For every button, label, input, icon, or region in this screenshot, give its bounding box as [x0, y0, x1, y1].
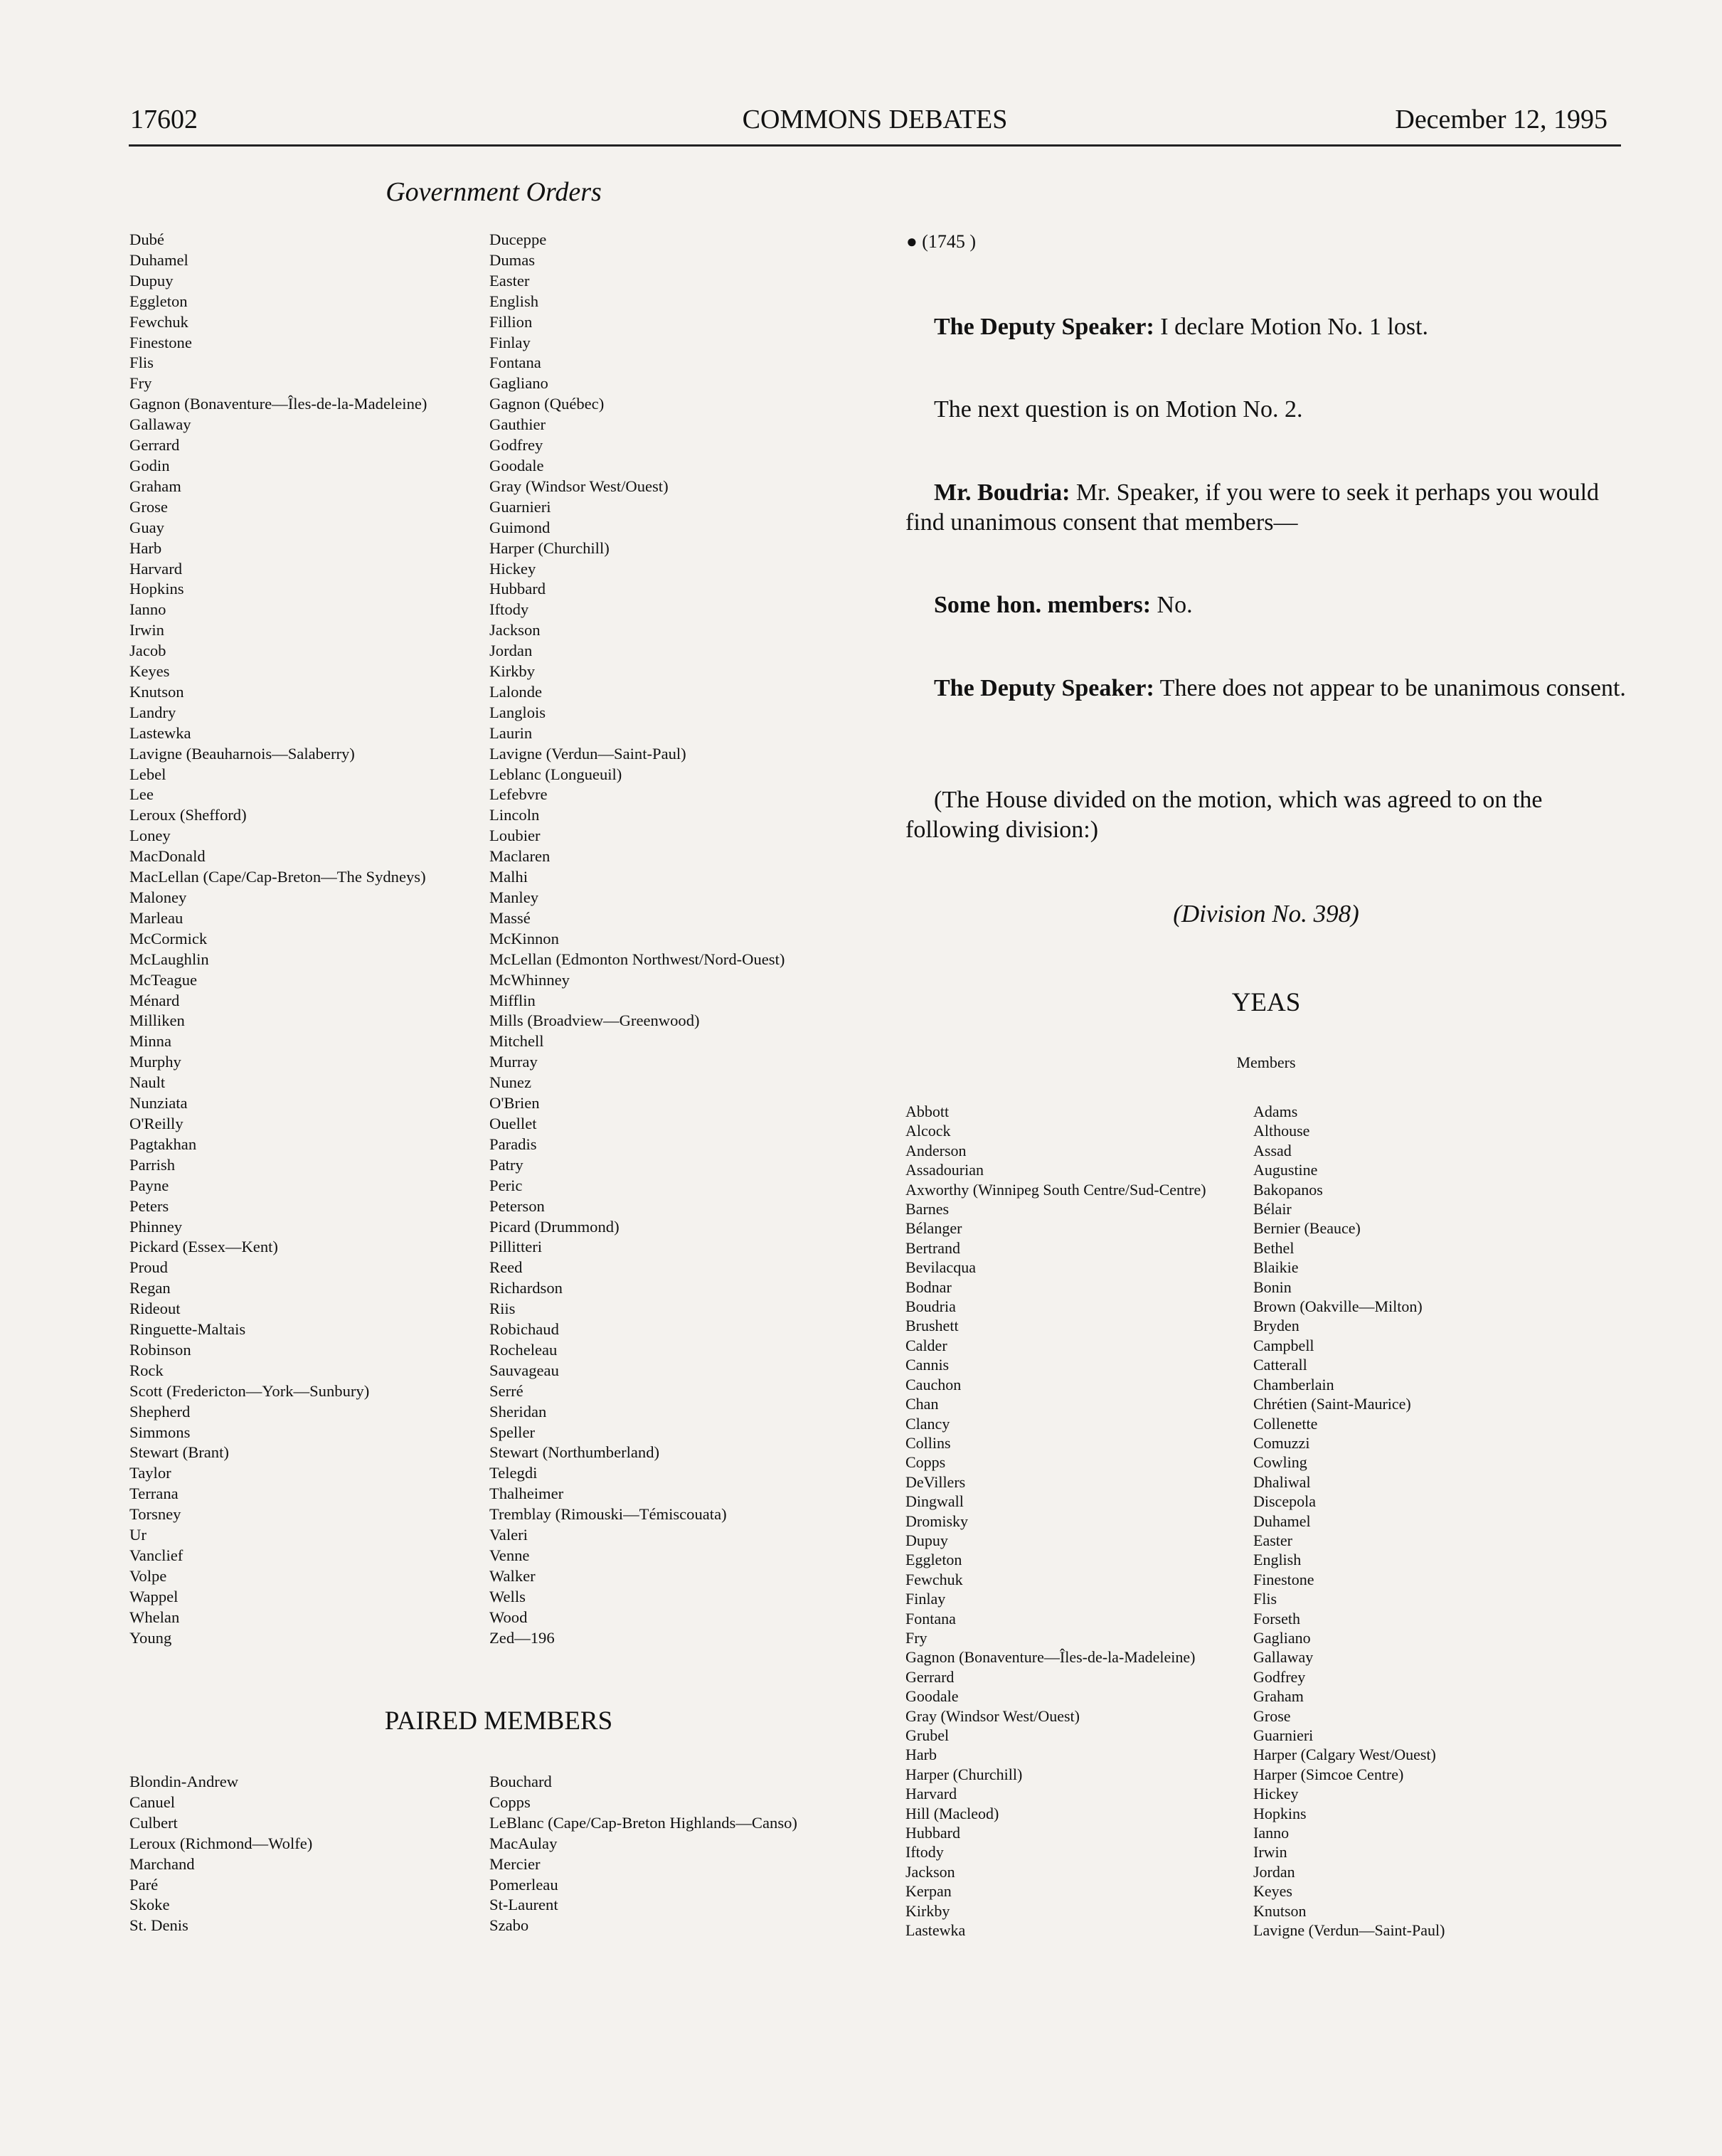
member-name: Serré — [489, 1381, 523, 1400]
member-name: Lastewka — [905, 1921, 966, 1940]
member-name: McLaughlin — [129, 950, 209, 968]
member-name: Copps — [489, 1793, 531, 1811]
member-name: Gagliano — [1253, 1628, 1311, 1647]
member-name: Fry — [905, 1628, 928, 1647]
member-name: Riis — [489, 1300, 516, 1318]
yeas-heading: YEAS — [1231, 988, 1301, 1017]
member-name: MacLellan (Cape/Cap-Breton—The Sydneys) — [129, 868, 426, 886]
member-name: Rock — [129, 1361, 164, 1379]
member-name: Dumas — [489, 250, 536, 269]
statement-text: There does not appear to be unanimous consent. — [1154, 675, 1626, 701]
member-name: Proud — [129, 1258, 168, 1277]
publication-title: COMMONS DEBATES — [742, 105, 1008, 134]
previous-division-column-1 — [129, 230, 427, 1649]
member-name: Blondin-Andrew — [129, 1773, 239, 1790]
statement-text: (The House divided on the motion, which was agreed to on the following division:) — [905, 787, 1543, 843]
member-name: Ianno — [1253, 1824, 1290, 1842]
member-name: Laurin — [489, 723, 533, 742]
member-name: Duceppe — [489, 230, 547, 248]
member-name: Knutson — [129, 682, 184, 701]
member-name: Guay — [129, 518, 164, 536]
member-name: Axworthy (Winnipeg South Centre/Sud-Centre) — [905, 1180, 1206, 1199]
member-name: Chrétien (Saint-Maurice) — [1253, 1395, 1411, 1413]
member-name: Phinney — [129, 1217, 183, 1236]
member-name: Gerrard — [129, 436, 180, 455]
member-name: Gauthier — [489, 415, 546, 434]
member-name: Leroux (Richmond—Wolfe) — [129, 1834, 313, 1852]
member-name: Pickard (Essex—Kent) — [129, 1238, 278, 1256]
member-name: Chamberlain — [1253, 1375, 1334, 1393]
speaker-name: The Deputy Speaker: — [934, 314, 1154, 340]
member-name: Ur — [129, 1526, 147, 1544]
member-name: Easter — [1253, 1531, 1292, 1549]
member-name: Bouchard — [489, 1773, 552, 1790]
member-name: Sheridan — [489, 1402, 547, 1420]
member-name: Picard (Drummond) — [489, 1217, 620, 1236]
member-name: Bethel — [1253, 1238, 1295, 1257]
member-name: Chan — [905, 1395, 939, 1413]
member-name: Marleau — [129, 908, 184, 927]
member-name: McCormick — [129, 929, 208, 947]
paired-members-column-2 — [489, 1772, 797, 1936]
member-name: English — [1253, 1551, 1302, 1569]
member-name: Thalheimer — [489, 1485, 564, 1503]
member-name: Loubier — [489, 827, 541, 845]
member-name: Speller — [489, 1423, 535, 1441]
member-name: Murphy — [129, 1053, 181, 1071]
member-name: Finestone — [129, 333, 192, 351]
member-name: Payne — [129, 1176, 169, 1194]
member-name: Shepherd — [129, 1402, 191, 1420]
member-name: Guarnieri — [489, 497, 551, 516]
member-name: St-Laurent — [489, 1896, 558, 1914]
member-name: Comuzzi — [1253, 1433, 1310, 1452]
member-name: Guarnieri — [1253, 1726, 1314, 1744]
yeas-column-1 — [905, 1102, 1206, 1940]
member-name: Mills (Broadview—Greenwood) — [489, 1011, 700, 1030]
paired-members-column-1 — [129, 1772, 312, 1936]
previous-division-column-2 — [489, 230, 785, 1649]
member-name: Canuel — [129, 1793, 175, 1811]
division-number: (Division No. 398) — [1173, 900, 1359, 928]
member-name: Venne — [489, 1546, 530, 1564]
member-name: Taylor — [129, 1464, 171, 1482]
member-name: Robinson — [129, 1340, 191, 1359]
member-name: Scott (Fredericton—York—Sunbury) — [129, 1381, 370, 1400]
member-name: Forseth — [1253, 1609, 1300, 1627]
member-name: Gagnon (Québec) — [489, 395, 605, 413]
member-name: Boudria — [905, 1297, 956, 1316]
member-name: Kirkby — [489, 662, 536, 681]
member-name: Calder — [905, 1336, 947, 1354]
member-name: Marchand — [129, 1854, 195, 1873]
member-name: Reed — [489, 1258, 523, 1277]
member-name: Dupuy — [905, 1531, 948, 1549]
member-name: Loney — [129, 827, 171, 845]
speaker-name: The Deputy Speaker: — [934, 675, 1154, 701]
member-name: Minna — [129, 1032, 171, 1051]
section-title: Government Orders — [386, 177, 602, 207]
member-name: Augustine — [1253, 1161, 1318, 1179]
member-name: Grose — [129, 497, 168, 516]
member-name: Gray (Windsor West/Ouest) — [489, 477, 669, 495]
member-name: Clancy — [905, 1414, 950, 1433]
member-name: LeBlanc (Cape/Cap-Breton Highlands—Canso) — [489, 1813, 797, 1832]
page-date: December 12, 1995 — [1395, 105, 1607, 134]
member-name: Althouse — [1253, 1122, 1310, 1140]
member-name: Jordan — [489, 642, 533, 660]
member-name: Mitchell — [489, 1032, 544, 1051]
member-name: Dubé — [129, 230, 164, 248]
member-name: Lavigne (Verdun—Saint-Paul) — [489, 744, 686, 763]
member-name: Dupuy — [129, 271, 174, 290]
member-name: Langlois — [489, 703, 546, 721]
member-name: Kirkby — [905, 1901, 950, 1920]
member-name: Irwin — [1253, 1843, 1287, 1862]
member-name: Gagnon (Bonaventure—Îles-de-la-Madeleine) — [905, 1648, 1196, 1667]
member-name: Hill (Macleod) — [905, 1804, 999, 1822]
member-name: Lavigne (Beauharnois—Salaberry) — [129, 744, 355, 763]
member-name: Anderson — [905, 1141, 967, 1159]
member-name: Ianno — [129, 600, 166, 619]
member-name: Fewchuk — [129, 312, 188, 331]
member-name: Walker — [489, 1566, 536, 1585]
member-name: Keyes — [129, 662, 170, 681]
member-name: Lincoln — [489, 806, 540, 824]
member-name: Copps — [905, 1453, 946, 1472]
member-name: Murray — [489, 1053, 538, 1071]
member-name: MacDonald — [129, 847, 206, 866]
member-name: Stewart (Brant) — [129, 1443, 229, 1462]
member-name: Finlay — [905, 1590, 946, 1608]
member-name: Lalonde — [489, 682, 543, 701]
member-name: Jackson — [489, 621, 541, 639]
member-name: Tremblay (Rimouski—Témiscouata) — [489, 1505, 727, 1524]
member-name: Grubel — [905, 1726, 950, 1744]
member-name: Volpe — [129, 1566, 167, 1585]
member-name: Lastewka — [129, 723, 191, 742]
member-name: McLellan (Edmonton Northwest/Nord-Ouest) — [489, 950, 785, 968]
member-name: Godfrey — [1253, 1667, 1306, 1686]
member-name: Leblanc (Longueuil) — [489, 765, 622, 783]
time-marker: ● (1745 ) — [906, 231, 977, 252]
member-name: Knutson — [1253, 1901, 1307, 1920]
member-name: McKinnon — [489, 929, 559, 947]
paired-members-heading: PAIRED MEMBERS — [384, 1706, 613, 1736]
member-name: Goodale — [489, 456, 544, 474]
member-name: Bertrand — [905, 1238, 960, 1257]
member-name: Godfrey — [489, 436, 543, 455]
member-name: Harper (Simcoe Centre) — [1253, 1765, 1404, 1783]
member-name: Pomerleau — [489, 1875, 558, 1894]
member-name: Bakopanos — [1253, 1180, 1323, 1199]
member-name: Lefebvre — [489, 785, 548, 804]
member-name: Dromisky — [905, 1512, 968, 1530]
member-name: Flis — [129, 354, 154, 372]
member-name: Gallaway — [129, 415, 191, 434]
house-divided-note — [905, 785, 1631, 845]
speaker-name: Some hon. members: — [934, 592, 1152, 618]
member-name: Godin — [129, 456, 170, 474]
hon-members-statement — [905, 590, 1631, 620]
member-name: Duhamel — [1253, 1512, 1311, 1530]
member-name: Blaikie — [1253, 1258, 1299, 1277]
member-name: Flis — [1253, 1590, 1277, 1608]
member-name: Fry — [129, 374, 152, 393]
member-name: Patry — [489, 1155, 523, 1174]
member-name: Szabo — [489, 1916, 529, 1935]
member-name: Hopkins — [129, 580, 184, 598]
member-name: Harper (Churchill) — [489, 538, 610, 557]
member-name: Rocheleau — [489, 1340, 558, 1359]
member-name: Manley — [489, 888, 539, 906]
member-name: McTeague — [129, 970, 198, 989]
member-name: Harper (Churchill) — [905, 1765, 1023, 1783]
member-name: Milliken — [129, 1011, 185, 1030]
member-name: Nunez — [489, 1073, 531, 1092]
member-name: Hickey — [1253, 1785, 1299, 1803]
member-name: Bonin — [1253, 1278, 1292, 1296]
member-name: Mercier — [489, 1854, 541, 1873]
member-name: Leroux (Shefford) — [129, 806, 247, 824]
member-name: O'Brien — [489, 1094, 540, 1112]
member-name: Regan — [129, 1279, 171, 1297]
member-name: Grose — [1253, 1706, 1291, 1725]
member-name: Terrana — [129, 1485, 179, 1503]
member-name: Discepola — [1253, 1492, 1316, 1511]
member-name: Harvard — [129, 559, 183, 578]
deputy-speaker-statement-1 — [905, 312, 1631, 342]
member-name: Keyes — [1253, 1882, 1292, 1901]
member-name: Assad — [1253, 1141, 1292, 1159]
member-name: Bryden — [1253, 1317, 1300, 1335]
member-name: Bélair — [1253, 1200, 1292, 1218]
member-name: Bélanger — [905, 1219, 962, 1238]
member-name: Irwin — [129, 621, 164, 639]
member-name: Jackson — [905, 1862, 955, 1881]
member-name: Harvard — [905, 1785, 957, 1803]
member-name: Nunziata — [129, 1094, 188, 1112]
member-name: Nault — [129, 1073, 166, 1092]
member-name: Hopkins — [1253, 1804, 1307, 1822]
deputy-speaker-statement-2 — [905, 674, 1631, 703]
member-name: Malhi — [489, 868, 528, 886]
member-name: Maloney — [129, 888, 187, 906]
member-name: Easter — [489, 271, 530, 290]
member-name: Iftody — [489, 600, 529, 619]
member-name: Richardson — [489, 1279, 563, 1297]
member-name: Wappel — [129, 1587, 179, 1605]
member-name: Wood — [489, 1608, 528, 1626]
member-name: Peterson — [489, 1196, 545, 1215]
member-name: Mifflin — [489, 991, 536, 1009]
member-name: Peric — [489, 1176, 523, 1194]
member-name: Valeri — [489, 1526, 528, 1544]
member-name: Alcock — [905, 1122, 951, 1140]
member-name: Adams — [1253, 1103, 1298, 1120]
member-name: Abbott — [905, 1103, 950, 1120]
member-name: Dhaliwal — [1253, 1472, 1311, 1491]
member-name: Graham — [129, 477, 181, 495]
member-name: Paré — [129, 1875, 159, 1894]
member-name: Fontana — [489, 354, 541, 372]
member-name: Goodale — [905, 1687, 959, 1706]
member-name: McWhinney — [489, 970, 570, 989]
member-name: Massé — [489, 908, 531, 927]
member-name: Simmons — [129, 1423, 191, 1441]
member-name: Fillion — [489, 312, 533, 331]
member-name: Fontana — [905, 1609, 956, 1627]
member-name: Lavigne (Verdun—Saint-Paul) — [1253, 1921, 1445, 1940]
member-name: Gagliano — [489, 374, 548, 393]
member-name: O'Reilly — [129, 1114, 184, 1132]
member-name: Catterall — [1253, 1356, 1307, 1374]
member-name: Vanclief — [129, 1546, 184, 1564]
member-name: Peters — [129, 1196, 169, 1215]
yeas-column-2 — [1253, 1102, 1445, 1940]
member-name: Assadourian — [905, 1161, 984, 1179]
member-name: Iftody — [905, 1843, 944, 1862]
member-name: Guimond — [489, 518, 551, 536]
member-name: Gagnon (Bonaventure—Îles-de-la-Madeleine) — [129, 395, 427, 413]
member-name: DeVillers — [905, 1472, 966, 1491]
member-name: Parrish — [129, 1155, 176, 1174]
header-rule — [129, 144, 1621, 147]
member-name: Ringuette-Maltais — [129, 1320, 246, 1339]
page-number: 17602 — [130, 105, 198, 134]
member-name: Bodnar — [905, 1278, 952, 1296]
member-name: Lebel — [129, 765, 166, 783]
member-name: Hickey — [489, 559, 536, 578]
boudria-statement — [905, 478, 1631, 538]
member-name: Pagtakhan — [129, 1135, 197, 1153]
statement-text: Mr. Speaker, if you were to seek it perhaps you would find unanimous consent that members— — [905, 479, 1600, 536]
member-name: Jacob — [129, 642, 166, 660]
member-name: Cauchon — [905, 1375, 962, 1393]
member-name: Landry — [129, 703, 176, 721]
member-name: Campbell — [1253, 1336, 1314, 1354]
member-name: Jordan — [1253, 1862, 1295, 1881]
member-name: Finlay — [489, 333, 531, 351]
member-name: MacAulay — [489, 1834, 558, 1852]
member-name: Sauvageau — [489, 1361, 559, 1379]
statement-text: No. — [1151, 592, 1193, 618]
member-name: Cowling — [1253, 1453, 1307, 1472]
members-label: Members — [1236, 1053, 1296, 1071]
member-name: Duhamel — [129, 250, 188, 269]
member-name: Wells — [489, 1587, 526, 1605]
member-name: Telegdi — [489, 1464, 538, 1482]
member-name: Ménard — [129, 991, 180, 1009]
statement-text: I declare Motion No. 1 lost. — [1154, 314, 1429, 340]
member-name: English — [489, 292, 539, 310]
member-name: Collenette — [1253, 1414, 1318, 1433]
member-name: Harb — [129, 538, 162, 557]
member-name: St. Denis — [129, 1916, 188, 1935]
member-name: Skoke — [129, 1896, 170, 1914]
member-name: Harb — [905, 1746, 937, 1764]
member-name: Rideout — [129, 1300, 181, 1318]
member-name: Cannis — [905, 1356, 950, 1374]
member-name: Gallaway — [1253, 1648, 1314, 1667]
member-name: Robichaud — [489, 1320, 559, 1339]
speaker-name: Mr. Boudria: — [934, 479, 1070, 506]
member-name: Eggleton — [129, 292, 188, 310]
member-name: Finestone — [1253, 1570, 1314, 1588]
member-name: Culbert — [129, 1813, 178, 1832]
member-name: Hubbard — [489, 580, 546, 598]
member-name: Brushett — [905, 1317, 959, 1335]
member-name: Ouellet — [489, 1114, 537, 1132]
member-name: Torsney — [129, 1505, 181, 1524]
statement-text: The next question is on Motion No. 2. — [934, 396, 1303, 423]
member-name: Zed—196 — [489, 1628, 555, 1647]
member-name: Bevilacqua — [905, 1258, 976, 1277]
member-name: Lee — [129, 785, 154, 804]
member-name: Hubbard — [905, 1824, 960, 1842]
member-name: Eggleton — [905, 1551, 962, 1569]
member-name: Harper (Calgary West/Ouest) — [1253, 1746, 1436, 1764]
member-name: Graham — [1253, 1687, 1304, 1706]
member-name: Young — [129, 1628, 172, 1647]
member-name: Fewchuk — [905, 1570, 963, 1588]
member-name: Maclaren — [489, 847, 551, 866]
member-name: Kerpan — [905, 1882, 952, 1901]
member-name: Gray (Windsor West/Ouest) — [905, 1706, 1080, 1725]
member-name: Collins — [905, 1433, 951, 1452]
member-name: Whelan — [129, 1608, 180, 1626]
member-name: Paradis — [489, 1135, 537, 1153]
member-name: Stewart (Northumberland) — [489, 1443, 660, 1462]
member-name: Barnes — [905, 1200, 950, 1218]
member-name: Dingwall — [905, 1492, 964, 1511]
member-name: Pillitteri — [489, 1238, 543, 1256]
member-name: Gerrard — [905, 1667, 955, 1686]
member-name: Bernier (Beauce) — [1253, 1219, 1361, 1238]
next-question-statement — [905, 395, 1631, 425]
member-name: Brown (Oakville—Milton) — [1253, 1297, 1423, 1316]
